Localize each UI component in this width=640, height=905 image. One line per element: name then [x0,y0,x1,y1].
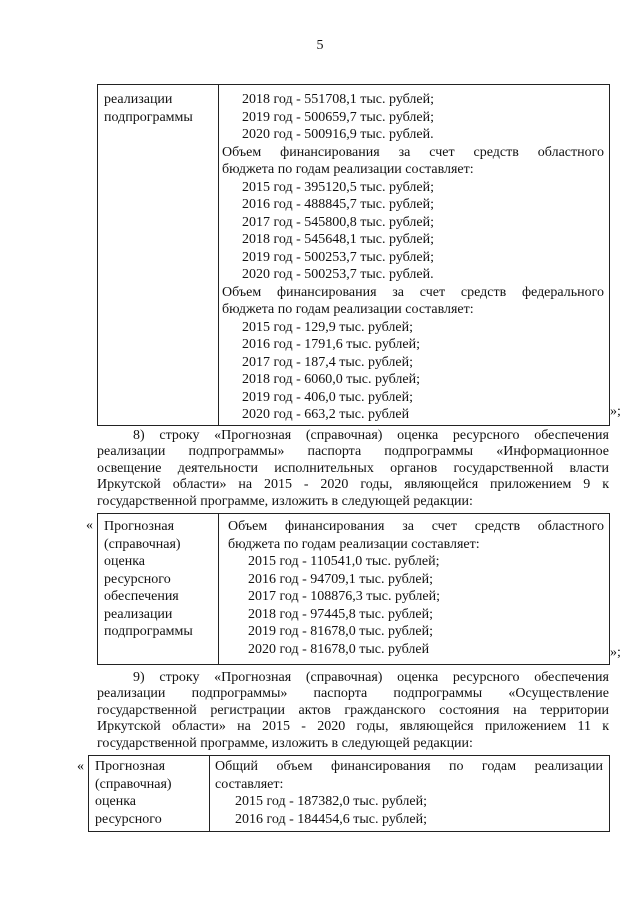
paragraph-8 [97,428,609,510]
left-cell-line: оценка [95,794,137,809]
year-line: 2016 год - 488845,7 тыс. рублей; [242,197,435,212]
left-cell-line: Прогнозная [104,519,175,534]
paragraph-line: 9) строку «Прогнозная (справочная) оценка ресурсного обеспечения [133,670,609,685]
year-line: 2015 год - 129,9 тыс. рублей; [242,319,414,335]
funding-table-program-9 [97,513,610,665]
left-cell-line: ресурсного [95,811,162,827]
paragraph-line: Иркутской области» на 2015 - 2020 годы, являющейся приложением 11 к [97,719,609,735]
left-cell [104,518,214,641]
closing-quote: »; [610,404,621,419]
left-cell-line: подпрограммы [104,624,193,639]
right-cell [215,758,603,828]
heading-line: Общий объем финансирования по годам реализации [215,759,603,774]
left-cell-line: обеспечения [104,589,179,604]
paragraph-line: реализации подпрограммы» паспорта подпрограммы «Осуществление [97,686,609,702]
left-cell-line: реализации [104,606,173,622]
year-line: 2020 год - 500916,9 тыс. рублей. [242,127,434,142]
page-number: 5 [316,38,324,53]
year-line: 2020 год - 500253,7 тыс. рублей. [242,267,434,282]
regional-heading-line: бюджета по годам реализации составляет: [222,162,474,177]
left-cell-line: (справочная) [95,776,172,792]
year-line: 2019 год - 81678,0 тыс. рублей; [248,624,434,639]
left-cell-line: Прогнозная [95,759,166,774]
year-line: 2016 год - 94709,1 тыс. рублей; [248,571,434,587]
year-line: 2019 год - 500253,7 тыс. рублей; [242,249,435,265]
opening-quote: « [77,759,84,774]
paragraph-line: Иркутской области» на 2015 - 2020 годы, являющейся приложением 9 к [97,477,609,493]
column-divider [218,85,219,425]
federal-heading-line: Объем финансирования за счет средств федерального [222,284,604,300]
opening-quote: « [86,518,93,533]
year-line: 2017 год - 545800,8 тыс. рублей; [242,214,435,230]
paragraph-line: государственной программе, изложить в следующей редакции: [97,493,473,509]
year-line: 2016 год - 1791,6 тыс. рублей; [242,337,421,352]
regional-heading-line: Объем финансирования за счет средств областного [222,144,604,160]
column-divider [209,756,210,831]
left-cell-line: (справочная) [104,536,181,552]
federal-heading-line: бюджета по годам реализации составляет: [222,302,474,317]
year-line: 2020 год - 81678,0 тыс. рублей [248,641,430,657]
year-line: 2020 год - 663,2 тыс. рублей [242,407,410,422]
heading-line: Объем финансирования за счет средств областного [228,519,604,534]
year-line: 2015 год - 110541,0 тыс. рублей; [248,554,440,569]
left-cell [95,758,205,828]
year-line: 2018 год - 545648,1 тыс. рублей; [242,232,435,247]
left-cell-line: реализации [104,92,173,107]
year-line: 2015 год - 187382,0 тыс. рублей; [235,794,428,809]
year-line: 2015 год - 395120,5 тыс. рублей; [242,179,435,195]
year-line: 2019 год - 406,0 тыс. рублей; [242,389,414,405]
paragraph-line: 8) строку «Прогнозная (справочная) оценка ресурсного обеспечения [133,428,609,443]
right-cell [222,91,604,424]
year-line: 2016 год - 184454,6 тыс. рублей; [235,811,428,827]
left-cell-line: оценка [104,554,146,569]
year-line: 2018 год - 551708,1 тыс. рублей; [242,92,435,107]
left-cell-line: подпрограммы [104,109,193,125]
funding-table-continued [97,84,610,426]
year-line: 2019 год - 500659,7 тыс. рублей; [242,109,435,125]
year-line: 2017 год - 187,4 тыс. рублей; [242,354,414,370]
heading-line: составляет: [215,776,284,792]
paragraph-9 [97,670,609,752]
column-divider [218,514,219,664]
right-cell [228,518,604,658]
heading-line: бюджета по годам реализации составляет: [228,536,480,552]
paragraph-line: государственной программе, изложить в следующей редакции: [97,735,473,751]
paragraph-line: реализации подпрограммы» паспорта подпрограммы «Информационное [97,444,609,460]
left-cell [104,91,214,126]
year-line: 2017 год - 108876,3 тыс. рублей; [248,589,441,604]
paragraph-line: освещение деятельности исполнительных органов государственной власти [97,460,609,476]
funding-table-program-11 [88,755,610,832]
closing-quote: »; [610,645,621,660]
left-cell-line: ресурсного [104,571,171,587]
year-line: 2018 год - 97445,8 тыс. рублей; [248,606,434,622]
year-line: 2018 год - 6060,0 тыс. рублей; [242,372,421,387]
paragraph-line: государственной регистрации актов гражданского состояния на территории [97,702,609,718]
